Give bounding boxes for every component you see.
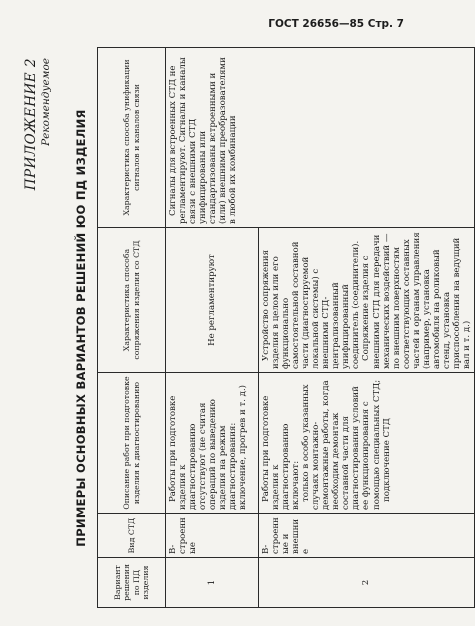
work-text: Работы при подготовке изделия к диагностированию отсутствуют (не считая операций по выведению изделия на режим диагностирования: включение, прогрев и т. д.) [168,384,249,510]
table-row [166,48,259,608]
col-header-interface: Характеристика способа сопряжения изделия со СТД [98,228,166,373]
interface-text: Сопряжение изделия с внешними СТД для передачи механических воздействий — по внешним поверхностям соответствующих составных частей и органам управления (например, установка автомобиля на роликовый стенд, установка приспособления на ведущий вал и т. д.) [361,232,472,369]
interface-cell [259,228,475,373]
work-text: подключение СТД [381,418,392,502]
work-text: только в особо указанных случаях монтажно-демонтажные работы, когда необходим демонтаж составной части для диагностирования условий ее функционирования с помощью специальных СТД; [301,379,382,510]
col-header-type: Вид СТД [98,514,166,558]
type-cell: В-строенные и внешние [259,514,475,558]
col-header-unification: Характеристика способа унификации сигналов и каналов связи [98,48,166,228]
unification-cell [166,48,475,228]
col-header-work: Описание работ при подготовке изделия к диагностированию [98,373,166,514]
work-cell [166,373,259,514]
variant-cell: 1 [166,558,259,608]
table-header-row [98,48,166,608]
interface-cell: Не регламентируют [166,228,259,373]
work-cell [259,373,475,514]
rotated-page-content [17,48,472,608]
unification-text: Сигналы для встроенных СТД не регламентируют. Сигналы и каналы связи с внешними СТД унифицированы или стандартизованы встроенными и (или) внешними преобразователями в любой их комбинации [168,57,239,224]
variants-table [97,47,475,608]
type-cell: В-строенные [166,514,259,558]
col-header-variant: Вариант решения по ПД изделия [98,558,166,608]
appendix-block [23,58,53,190]
work-text: Работы при подготовке изделия к диагностированию включают: [261,395,302,510]
appendix-subtitle: Рекомендуемое [39,58,52,146]
standard-header: ГОСТ 26656—85 Стр. 7 [268,18,404,30]
variant-cell: 2 [259,558,475,608]
interface-text: Устройство сопряжения изделия в целом или его функционально самостоятельной составной части (диагностируемой локальной системы) с внешними СТД-централизованный унифицированный соединитель (соединители). [261,240,362,369]
table-title: ПРИМЕРЫ ОСНОВНЫХ ВАРИАНТОВ РЕШЕНИЙ ЮО ПД ИЗДЕЛИЯ [74,109,88,547]
appendix-title: ПРИЛОЖЕНИЕ 2 [23,58,39,191]
